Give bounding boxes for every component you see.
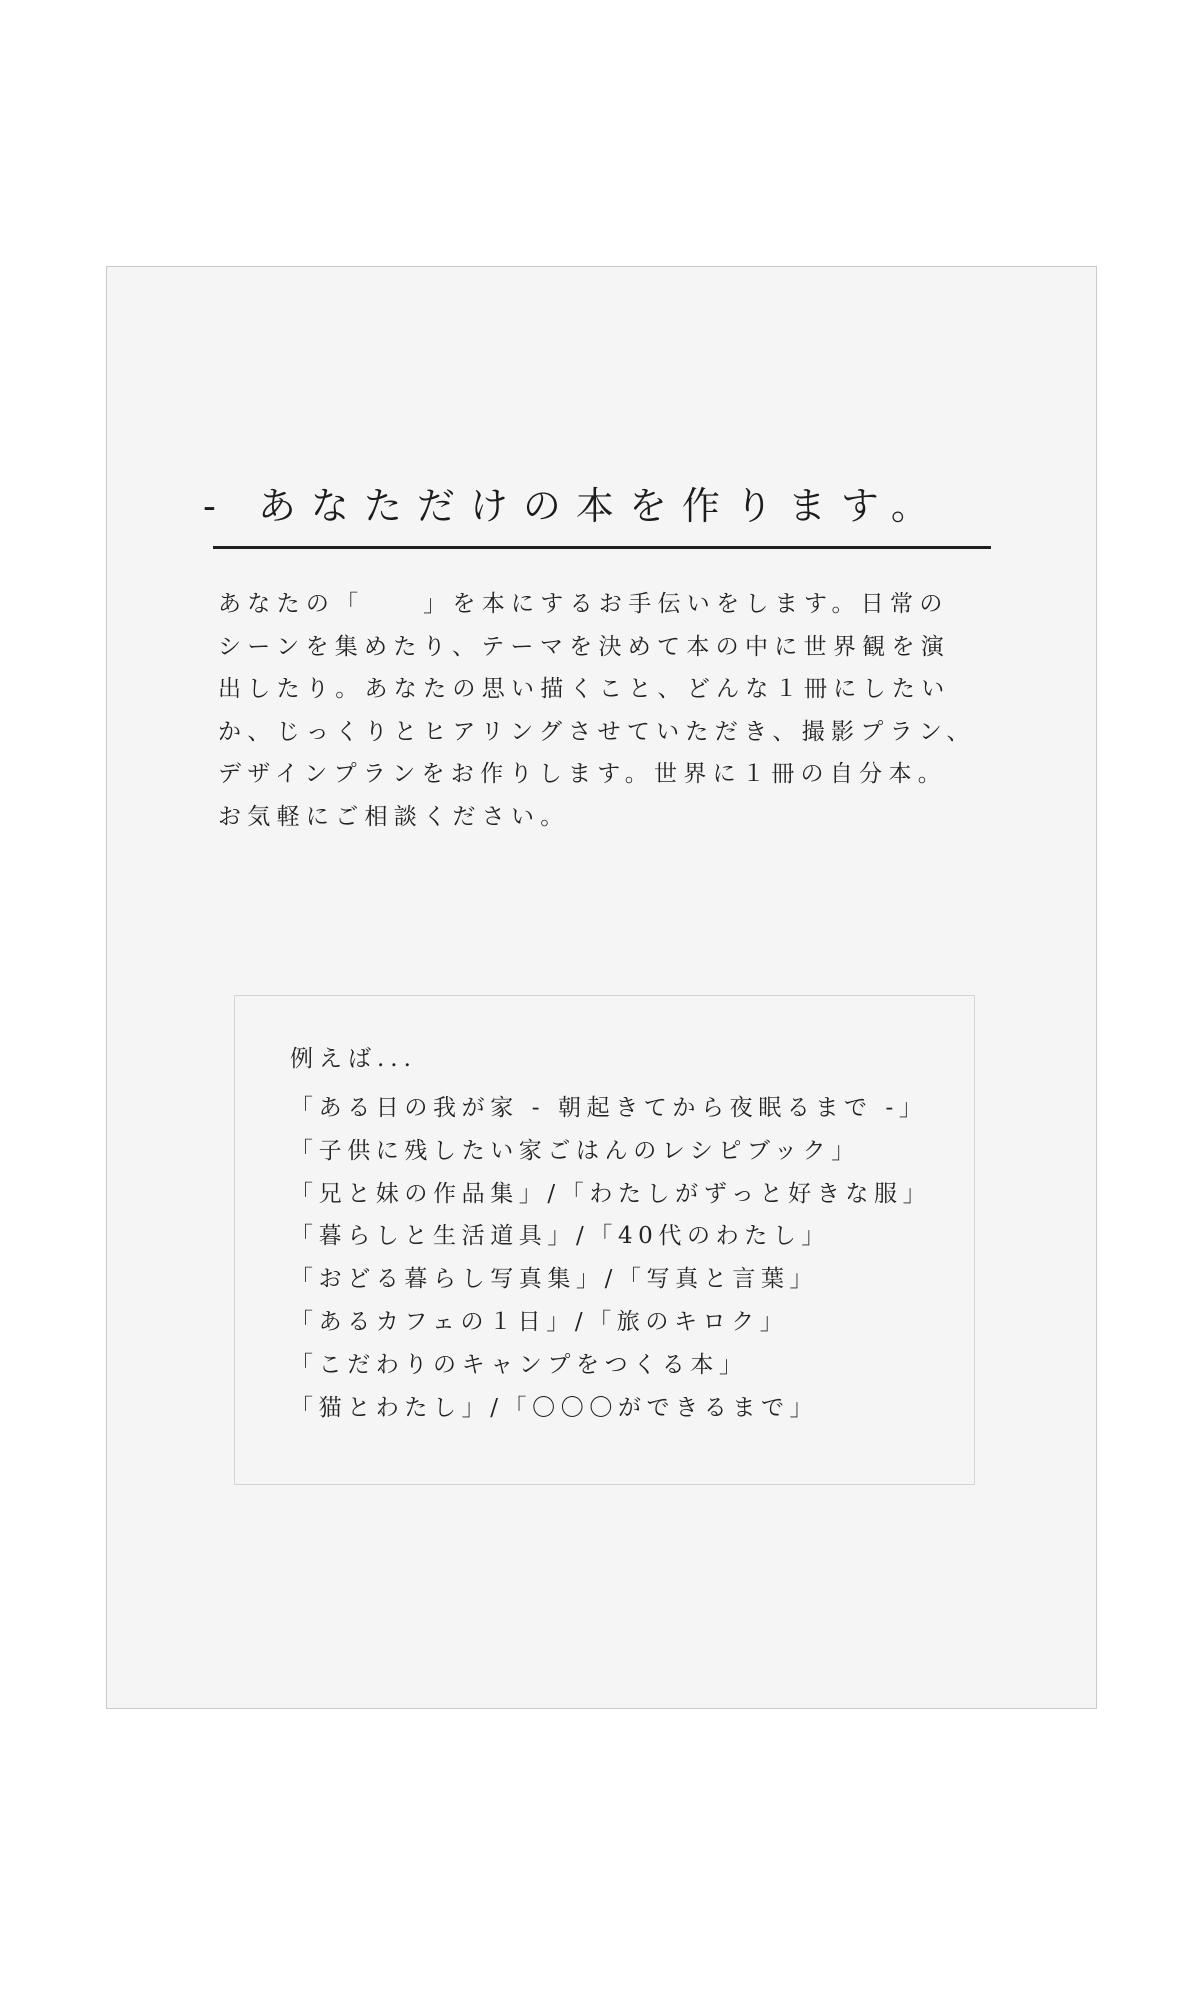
example-item: 「あるカフェの１日」/「旅のキロク」 [290, 1308, 789, 1335]
content-card [106, 266, 1097, 1709]
intro-line: 出したり。あなたの思い描くこと、どんな１冊にしたい [218, 676, 951, 703]
example-item: 「猫とわたし」/「〇〇〇ができるまで」 [290, 1394, 819, 1421]
examples-list [290, 1087, 931, 1429]
intro-line: シーンを集めたり、テーマを決めて本の中に世界観を演 [218, 633, 951, 660]
example-item: 「子供に残したい家ごはんのレシピブック」 [290, 1137, 860, 1164]
example-item: 「暮らしと生活道具」/「40代のわたし」 [290, 1223, 831, 1250]
intro-line: あなたの「 」を本にするお手伝いをします。日常の [218, 591, 949, 617]
intro-line: デザインプランをお作りします。世界に１冊の自分本。 [218, 761, 948, 788]
examples-box [234, 995, 975, 1485]
example-item: 「ある日の我が家 - 朝起きてから夜眠るまで -」 [290, 1095, 928, 1121]
intro-line: お気軽にご相談ください。 [218, 803, 570, 830]
title-underline [213, 546, 991, 549]
example-item: 「おどる暮らし写真集」/「写真と言葉」 [290, 1266, 819, 1293]
page-title: - あなただけの本を作ります。 [203, 484, 944, 528]
intro-line: か、じっくりとヒアリングさせていただき、撮影プラン、 [218, 718, 976, 745]
intro-paragraph [218, 583, 998, 839]
example-item: 「こだわりのキャンプをつくる本」 [290, 1351, 748, 1378]
examples-lead: 例えば... [290, 1046, 417, 1072]
example-item: 「兄と妹の作品集」/「わたしがずっと好きな服」 [290, 1180, 932, 1207]
